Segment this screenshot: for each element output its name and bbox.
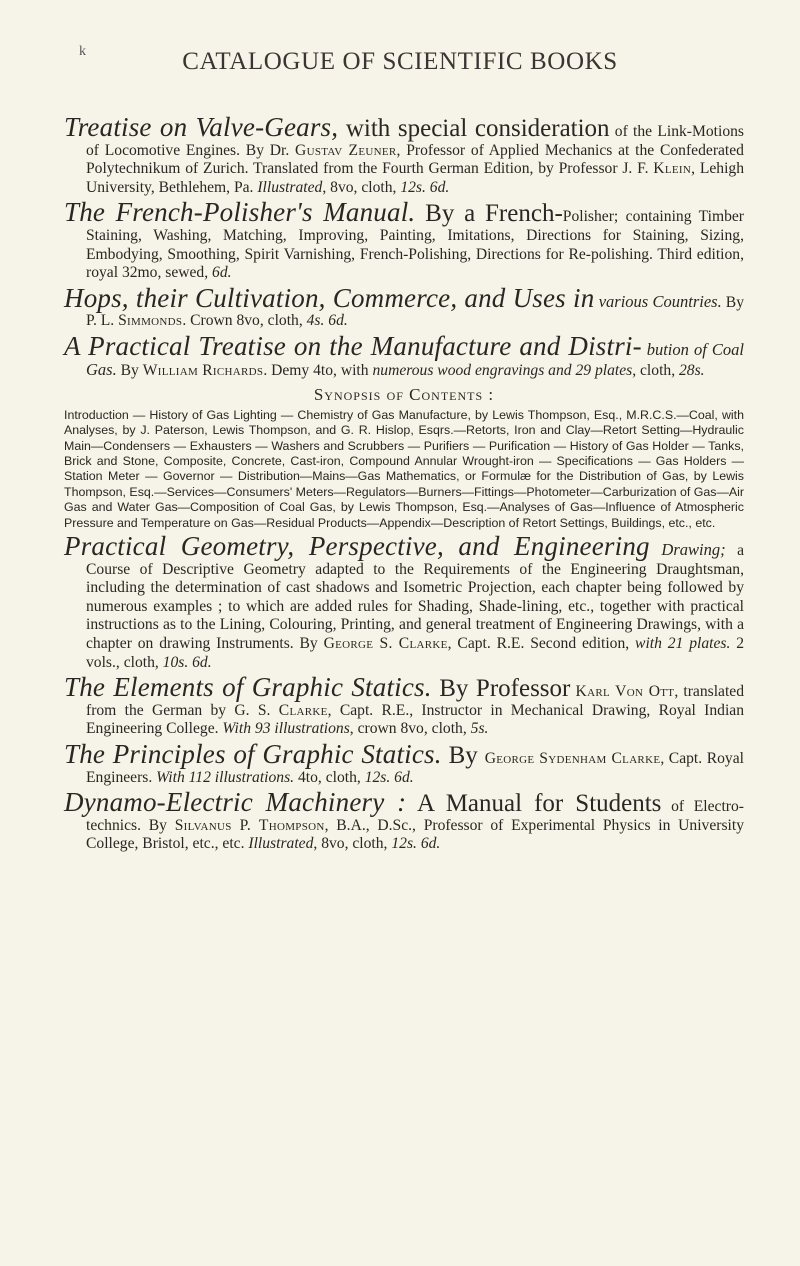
entry-title: Hops, their Cultivation, Commerce, and Uses in: [64, 282, 595, 313]
book-listing: [64, 112, 745, 860]
entry-hops: [64, 282, 744, 331]
entry-coal-gas: [64, 330, 744, 380]
entry-author: George Sydenham Clarke: [484, 749, 661, 767]
entry-text: , Capt. Royal Engineers.: [86, 749, 744, 786]
entry-author: George S. Clarke: [323, 634, 448, 652]
entry-author: William Richards: [142, 361, 264, 379]
entry-principles-graphic-statics: [64, 738, 744, 787]
entry-price: 12s. 6d.: [391, 835, 441, 853]
entry-lead: By a French-: [415, 200, 563, 228]
entry-text: . Crown 8vo, cloth,: [182, 312, 307, 330]
entry-subtitle: various Countries.: [594, 291, 722, 311]
entry-valve-gears: [64, 112, 744, 197]
entry-italic: Illustrated: [257, 178, 323, 196]
entry-author: Silvanus P. Thompson: [174, 816, 325, 834]
entry-text: , 8vo, cloth,: [313, 835, 392, 853]
entry-price: 28s.: [679, 361, 705, 379]
entry-price: 10s. 6d.: [162, 653, 212, 671]
entry-author: Gustav Zeuner: [295, 141, 397, 159]
entry-italic: Illustrated: [248, 835, 314, 853]
entry-title: The French-Polisher's Manual.: [64, 197, 416, 228]
entry-author: Simmonds: [118, 312, 183, 330]
entry-practical-geometry: [64, 530, 745, 672]
entry-price: 12s. 6d.: [400, 178, 450, 196]
entry-title: Treatise on Valve-Gears,: [64, 112, 339, 142]
entry-elements-graphic-statics: [64, 672, 744, 739]
entry-text: , B.A., D.Sc., Professor of Experimental Physics in University College, Bristol, etc., etc.: [86, 816, 744, 853]
entry-french-polisher: [64, 197, 745, 282]
entry-text: 2 vols., cloth,: [86, 634, 745, 671]
entry-title: The Principles of Graphic Statics.: [64, 738, 442, 769]
synopsis-contents: Introduction — History of Gas Lighting — Chemistry of Gas Manufacture, by Lewis Thompson, Esq., M.R.C.S.—Coal, with Analyses, by J. Paterson, Lewis Thompson, and G. R. Hislop, Esqrs.—Retorts, Iron and Clay—Retort Setting—Hydraulic Main—Condensers — Exhausters — Washers and Scrubbers — Purifiers — Purification — History of Gas Holder — Tanks, Brick and Stone, Composite, Concrete, Cast-iron, Compound Annular Wrought-iron — Specifications — Gas Holders — Station Meter — Governor — Distribution—Mains—Gas Mathematics, or Formulæ for the Distribution of Gas, by Lewis Thompson, Esq.—Services—Consumers' Meters—Regulators—Burners—Fittings—Photometer—Carburization of Gas—Air Gas and Water Gas—Composition of Coal Gas, by Lewis Thompson, Esq.—Analyses of Gas—Influence of Atmospheric Pressure and Temperature on Gas—Residual Products—Appendix—Description of Retort Settings, Buildings, etc., etc.: [64, 407, 744, 530]
entry-text: of Electro-technics. By: [86, 798, 744, 834]
page-marker: k: [79, 44, 86, 59]
entry-price: 4s. 6d.: [306, 312, 348, 330]
entry-price: 12s. 6d.: [364, 768, 414, 786]
entry-italic: with 21 plates.: [635, 634, 731, 652]
entry-title: A Practical Treatise on the Manufacture and Distri-: [64, 330, 642, 361]
entry-price: 6d.: [212, 264, 232, 282]
entry-text: . Demy 4to, with: [263, 361, 373, 379]
running-head: CATALOGUE OF SCIENTIFIC BOOKS: [182, 48, 618, 75]
entry-text: , 8vo, cloth,: [322, 178, 401, 196]
entry-text: , translated from the German by G. S.: [86, 683, 744, 719]
entry-title: The Elements of Graphic Statics.: [64, 672, 432, 703]
entry-author: Clarke: [278, 701, 328, 719]
entry-text: a Course of Descriptive Geometry adapted to the Requirements of the Engineering Draughtsman, including the determination of cast shadows and Isometric Projection, each chapter being followed by numerous examples ; to which are added rules for Shading, Shade-lining, etc., together with practical instructions as to the Lining, Colouring, Printing, and general treatment of Engineering Drawings, with a chapter on drawing Instruments. By: [86, 541, 744, 652]
entry-subtitle: bution of Coal Gas.: [86, 339, 744, 379]
entry-title: Practical Geometry, Perspective, and Engineering: [64, 530, 650, 561]
entry-italic: With 93 illustrations: [222, 720, 350, 738]
entry-text: , Capt. R.E., Instructor in Mechanical Drawing, Royal Indian Engineering College.: [86, 701, 744, 738]
entry-italic: With 112 illustrations.: [156, 768, 295, 786]
entry-lead: A Manual for Students: [406, 790, 662, 818]
entry-text: Polisher; containing Timber Staining, Washing, Matching, Improving, Painting, Imitations, Directions for Staining, Sizing, Embodying, Smoothing, Spirit Varnishing, French-Polishing, Directions for Re-polishing. Third edition, royal 32mo, sewed,: [86, 208, 745, 282]
entry-author: Karl Von Ott: [575, 683, 675, 701]
entry-text: , crown 8vo, cloth,: [349, 720, 471, 738]
entry-text: , cloth,: [632, 361, 679, 379]
entry-text: , Lehigh University, Bethlehem, Pa.: [86, 160, 744, 196]
entry-text: By P. L.: [86, 293, 744, 330]
entry-subtitle: Drawing;: [649, 539, 726, 559]
entry-text: , Professor of Applied Mechanics at the Confederated Polytechnikum of Zurich. Translated from the Fourth German Edition, by Professor J. F.: [86, 141, 744, 178]
entry-italic: numerous wood engravings and 29 plates: [372, 361, 633, 379]
entry-text: , Capt. R.E. Second edition,: [447, 634, 636, 652]
entry-dynamo-electric: [64, 787, 744, 854]
entry-author: Klein: [653, 160, 692, 178]
entry-text: By: [116, 361, 143, 379]
entry-title: Dynamo-Electric Machinery :: [64, 787, 407, 818]
entry-lead: By: [441, 741, 485, 769]
entry-lead: with special consideration: [338, 115, 610, 142]
entry-text: of the Link-Motions of Locomotive Engines. By Dr.: [86, 123, 744, 159]
entry-text: 4to, cloth,: [294, 768, 365, 786]
synopsis-heading: Synopsis of Contents :: [313, 385, 495, 405]
entry-price: 5s.: [470, 720, 489, 738]
entry-lead: By Professor: [431, 675, 571, 703]
